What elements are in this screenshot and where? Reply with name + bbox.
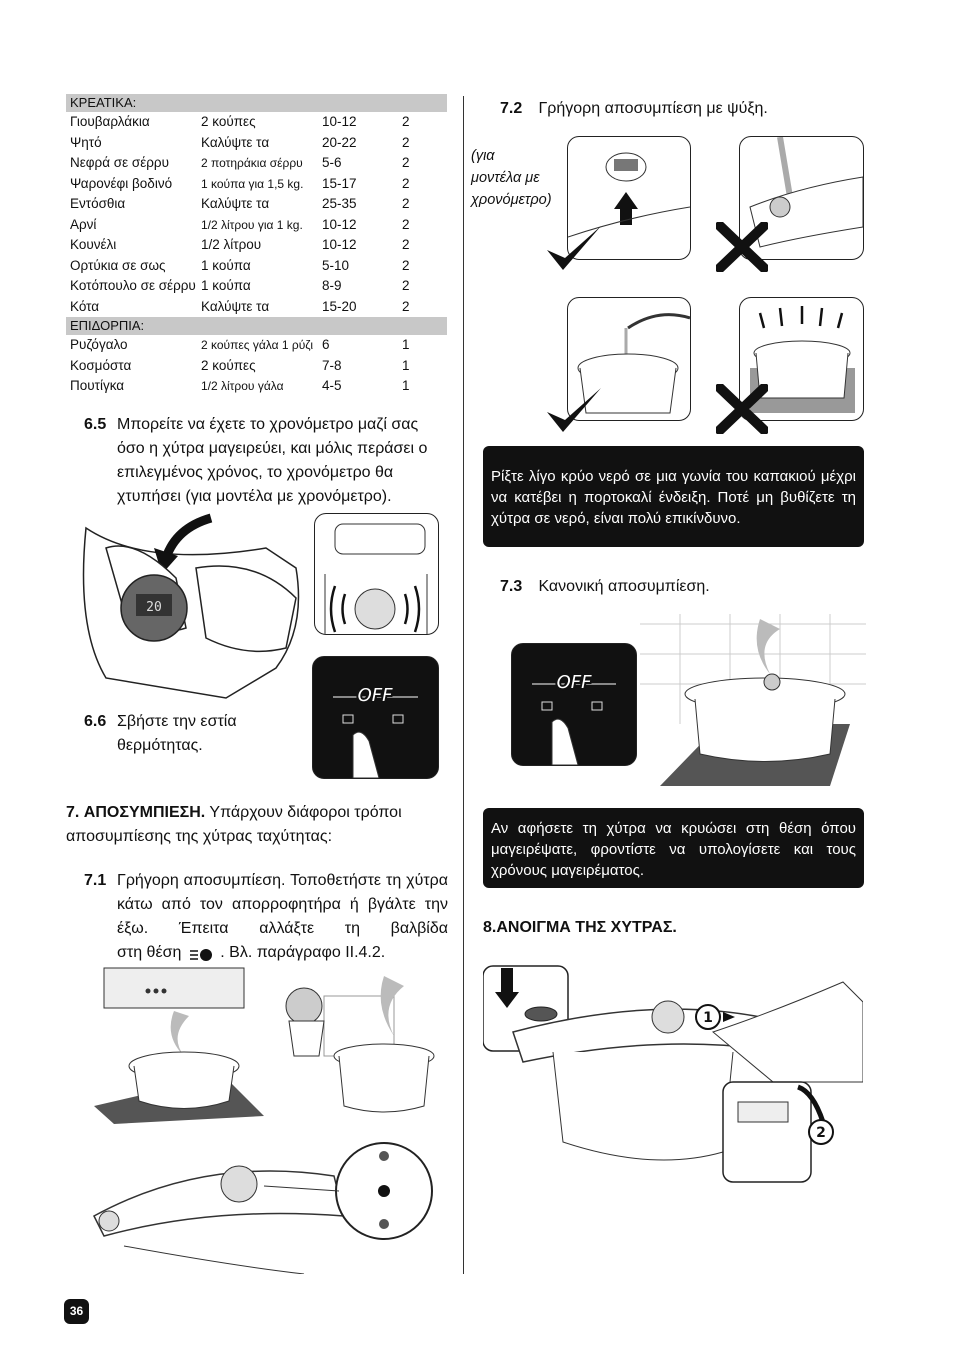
table-cell: 8-9 [322,278,342,293]
cooking-table [66,94,447,397]
off-label: OFF [357,685,393,706]
section-text-line1: Σβήστε την εστία [117,713,237,730]
table-cell: 1 [402,357,410,373]
section-6-6 [84,710,304,758]
cooktop-off-illustration-2 [511,643,637,766]
table-row [66,153,447,174]
table-row [66,235,447,256]
section-title: ΑΠΟΣΥΜΠΙΕΣΗ. [83,804,206,821]
table-row [66,356,447,377]
checkmark-icon [545,222,603,272]
table-cell: 5-10 [322,257,350,273]
section-text-tail-b: . Βλ. παράγραφο II.4.2. [220,944,386,961]
table-cell: 10-12 [322,216,357,232]
section-text-line2: θερμότητας. [117,737,203,754]
step-1-label: 1 [703,1010,713,1026]
cross-icon [716,384,768,434]
table-cell: 1 [402,378,410,393]
table-row [66,174,447,195]
meat-header: ΚΡΕΑΤΙΚΑ: [66,94,447,112]
table-cell: 2 [402,175,410,191]
checkmark-icon [545,384,603,434]
table-cell: Καλύψτε τα [201,134,270,150]
table-cell: 2 κούπες γάλα 1 ρύζι [201,338,314,352]
step-2-label: 2 [816,1125,826,1141]
section-number: 7. [66,804,80,821]
section-text: Υπάρχουν διάφοροι τρόποι αποσυμπίεσης της χύτρας ταχύτητας: [66,804,402,845]
section-7-2 [500,97,860,121]
table-cell: Ψαρονέφι βοδινό [70,175,173,191]
table-row [66,215,447,236]
table-cell: 2 [402,298,410,314]
section-7-3 [500,575,860,599]
table-cell: Κοτόπουλο σε σέρρυ [70,278,196,293]
residual-heat-note-box: Αν αφήσετε τη χύτρα να κρυώσει στη θέση όπου μαγειρέψατε, φροντίστε να υπολογίσετε και τους χρόνους μαγειρέματος. [483,808,864,888]
section-number: 8. [483,919,497,936]
table-row [66,256,447,277]
page-number: 36 [64,1299,89,1324]
table-row [66,335,447,356]
table-cell: 1/2 λίτρου [201,237,262,252]
table-cell: Νεφρά σε σέρρυ [70,155,169,170]
section-number: 6.5 [84,416,107,433]
section-text: Μπορείτε να έχετε το χρονόμετρο μαζί σας όσο η χύτρα μαγειρεύει, και μόλις περάσει ο επιλεγμένος χρόνος, το χρονόμετρο θα χτυπήσει (για μοντέλα με χρονόμετρο). [117,416,428,505]
table-cell: Κότα [70,298,100,314]
table-cell: Πουτίγκα [70,378,125,393]
table-cell: 10-12 [322,114,357,129]
table-cell: 2 [402,134,410,150]
section-text: Γρήγορη αποσυμπίεση με ψύξη. [538,100,768,117]
table-row [66,112,447,133]
table-cell: Ψητό [70,134,102,150]
table-cell: 7-8 [322,357,342,373]
table-cell: Κουνέλι [70,237,117,252]
cooktop-off-illustration [312,656,439,779]
table-cell: Κοσμόστα [70,357,132,373]
table-cell: 1 κούπα [201,278,251,293]
table-cell: 25-35 [322,196,357,211]
cold-water-warning-box: Ρίξτε λίγο κρύο νερό σε μια γωνία του καπακιού μέχρι να κατέβει η πορτοκαλί ένδειξη. Ποτέ μη βυθίζετε τη χύτρα σε νερό, είναι πολύ επικίνδυνο. [483,446,864,547]
section-text: Γρήγορη αποσυμπίεση. Τοποθετήστε τη χύτρα κάτω από τον απορροφητήρα ή βγάλτε την έξω. Έπειτα αλλάξτε τη βαλβίδα [117,872,448,937]
off-label: OFF [556,672,592,693]
table-cell: Ορτύκια σε σως [70,257,166,273]
table-cell: 10-12 [322,237,357,252]
table-cell: Γιουβαρλάκια [70,114,150,129]
table-cell: 1 κούπα [201,257,251,273]
timer-display-value: 20 [146,600,162,615]
table-row [66,376,447,397]
table-cell: 2 [402,155,410,170]
table-row [66,297,447,318]
table-cell: 2 [402,278,410,293]
table-cell: 2 κούπες [201,114,256,129]
table-row [66,194,447,215]
table-row [66,276,447,297]
column-divider [463,96,464,1274]
section-7-1 [84,869,448,965]
section-title: ΑΝΟΙΓΜΑ ΤΗΣ ΧΥΤΡΑΣ. [496,919,677,936]
table-cell: Καλύψτε τα [201,298,270,314]
section-6-5 [84,413,448,509]
table-cell: 1/2 λίτρου γάλα [201,379,284,393]
section-number: 7.2 [500,100,523,117]
table-cell: 2 κούπες [201,357,256,373]
cross-icon [716,222,768,272]
table-cell: 2 [402,237,410,252]
section-text-tail-a: στη θέση [117,944,182,961]
table-cell: 6 [322,337,330,352]
table-cell: 2 [402,216,410,232]
section-text: Κανονική αποσυμπίεση. [538,578,710,595]
dessert-rows [66,335,447,397]
table-cell: Αρνί [70,216,97,232]
table-cell: 4-5 [322,378,342,393]
table-cell: 2 [402,114,410,129]
hood-decompression-illustration [84,966,442,1124]
meat-rows [66,112,447,317]
section-8 [483,916,863,940]
timer-hands-illustration [66,508,306,708]
section-7 [66,801,448,849]
section-number: 6.6 [84,713,107,730]
opening-cooker-illustration [483,962,863,1194]
valve-detail-illustration [84,1136,442,1274]
table-row [66,133,447,154]
table-cell: 1 [402,337,410,352]
table-cell: 5-6 [322,155,342,170]
table-cell: Ρυζόγαλο [70,337,128,352]
dessert-header: ΕΠΙΔΟΡΠΙΑ: [66,317,447,335]
table-cell: Καλύψτε τα [201,196,270,211]
timer-beeping-illustration [314,513,439,635]
table-cell: 2 [402,196,410,211]
timer-model-note: (για μοντέλα με χρονόμετρο) [471,148,552,208]
table-cell: 15-20 [322,298,357,314]
valve-position-icon [188,946,214,960]
table-cell: 20-22 [322,134,357,150]
normal-decompression-illustration [640,614,866,786]
table-cell: 2 ποτηράκια σέρρυ [201,156,303,170]
table-cell: 1/2 λίτρου για 1 kg. [201,217,303,232]
section-number: 7.3 [500,578,523,595]
table-cell: Εντόσθια [70,196,126,211]
table-cell: 2 [402,257,410,273]
section-number: 7.1 [84,872,107,889]
table-cell: 15-17 [322,175,357,191]
table-cell: 1 κούπα για 1,5 kg. [201,176,304,191]
